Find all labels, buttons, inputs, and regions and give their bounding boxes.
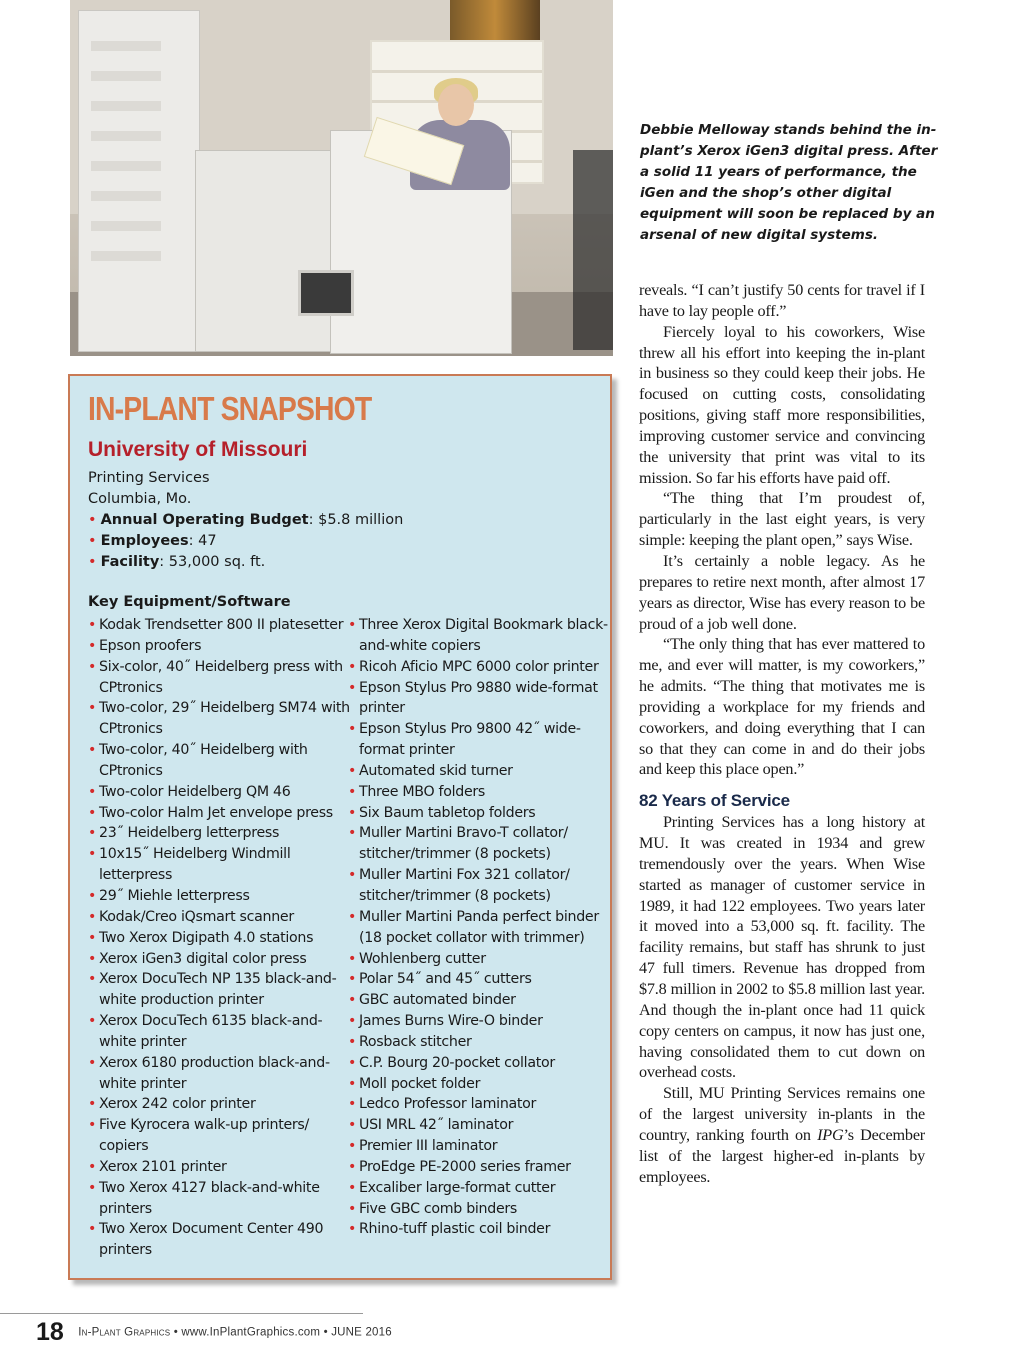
equipment-item: • C.P. Bourg 20-pocket collator [348, 1053, 610, 1074]
snapshot-facility: • Facility: 53,000 sq. ft. [88, 552, 588, 573]
snapshot-budget: • Annual Operating Budget: $5.8 million [88, 510, 588, 531]
article-paragraph: “The thing that I’m proudest of, particularly in the last eight years, is very simple: keeping the plant open,” says Wise. [639, 489, 925, 550]
equipment-item: • 10x15˝ Heidelberg Windmill letterpress [88, 844, 350, 886]
equipment-item: • James Burns Wire-O binder [348, 1011, 610, 1032]
equipment-item: • Five Kyrocera walk-up printers/ copiers [88, 1115, 350, 1157]
equipment-item: • Xerox 6180 production black-and-white printer [88, 1053, 350, 1095]
equipment-item: • Premier III laminator [348, 1136, 610, 1157]
snapshot-facts [88, 468, 588, 573]
equipment-item: • Automated skid turner [348, 761, 610, 782]
snapshot-subtitle: University of Missouri [88, 438, 308, 461]
equipment-item: • Rosback stitcher [348, 1032, 610, 1053]
equipment-item: • Muller Martini Panda perfect binder (18 pocket collator with trimmer) [348, 907, 610, 949]
equipment-item: • Six-color, 40˝ Heidelberg press with CPtronics [88, 657, 350, 699]
equipment-item: • Epson Stylus Pro 9800 42˝ wide-format printer [348, 719, 610, 761]
equipment-item: • Three Xerox Digital Bookmark black-and-white copiers [348, 615, 610, 657]
article-paragraph: reveals. “I can’t justify 50 cents for travel if I have to lay people off.” [639, 281, 925, 320]
equipment-item: • Ricoh Aficio MPC 6000 color printer [348, 657, 610, 678]
equipment-item: • Two Xerox Digipath 4.0 stations [88, 928, 350, 949]
key-equipment-heading: Key Equipment/Software [88, 594, 291, 610]
equipment-item: • USI MRL 42˝ laminator [348, 1115, 610, 1136]
snapshot-title: IN-PLANT SNAPSHOT [88, 390, 372, 427]
equipment-item: • Xerox 242 color printer [88, 1094, 350, 1115]
article-paragraph: Fiercely loyal to his coworkers, Wise threw all his effort into keeping the in-plant in business so they could keep their jobs. He focused on cutting costs, consolidating positions, giving staff more responsibilities, improving customer service and convincing the university that print was vital to its mission. So far his efforts have paid off. [639, 322, 925, 487]
article-paragraph: It’s certainly a noble legacy. As he prepares to retire next month, after almost 17 years as director, Wise has every reason to be proud of a job well done. [639, 551, 925, 633]
equipment-item: • Xerox DocuTech 6135 black-and-white printer [88, 1011, 350, 1053]
equipment-item: • Two-color, 40˝ Heidelberg with CPtronics [88, 740, 350, 782]
magazine-name: In-Plant Graphics [78, 1326, 171, 1339]
equipment-item: • Excaliber large-format cutter [348, 1178, 610, 1199]
equipment-item: • Two Xerox Document Center 490 printers [88, 1219, 350, 1261]
equipment-item: • Kodak/Creo iQsmart scanner [88, 907, 350, 928]
equipment-item: • Xerox iGen3 digital color press [88, 949, 350, 970]
equipment-item: • Three MBO folders [348, 782, 610, 803]
equipment-list-right [348, 615, 610, 1240]
equipment-item: • Two-color Halm Jet envelope press [88, 803, 350, 824]
equipment-item: • 29˝ Miehle letterpress [88, 886, 350, 907]
equipment-item: • Five GBC comb binders [348, 1199, 610, 1220]
equipment-item: • Six Baum tabletop folders [348, 803, 610, 824]
equipment-item: • Epson Stylus Pro 9880 wide-format printer [348, 678, 610, 720]
equipment-item: • Moll pocket folder [348, 1074, 610, 1095]
equipment-item: • Two-color Heidelberg QM 46 [88, 782, 350, 803]
equipment-item: • Xerox 2101 printer [88, 1157, 350, 1178]
equipment-item: • Wohlenberg cutter [348, 949, 610, 970]
snapshot-location: Columbia, Mo. [88, 491, 192, 507]
snapshot-dept: Printing Services [88, 470, 210, 486]
equipment-item: • Two-color, 29˝ Heidelberg SM74 with CPtronics [88, 698, 350, 740]
page-footer [36, 1318, 392, 1347]
equipment-item: • Muller Martini Fox 321 collator/ stitcher/trimmer (8 pockets) [348, 865, 610, 907]
photo-caption: Debbie Melloway stands behind the in-plant’s Xerox iGen3 digital press. After a solid 11 years of performance, the iGen and the shop’s other digital equipment will soon be replaced by an arsenal of new digital systems. [640, 122, 938, 243]
article-paragraph: Printing Services has a long history at MU. It was created in 1934 and grew tremendously over the years. When Wise started as manager of customer service in 1989, it had 122 employees. Two years later it moved into a 53,000 sq. ft. facility. The facility remains, but staff has shrunk to just 47 full timers. Revenue has dropped from $7.8 million in 2002 to $5.8 million last year. And though the in-plant once had 11 quick copy centers on campus, it now has just one, having consolidated them to cut down on overhead costs. [639, 813, 925, 1082]
equipment-item: • Muller Martini Bravo-T collator/ stitcher/trimmer (8 pockets) [348, 823, 610, 865]
in-plant-snapshot-box [68, 374, 612, 1280]
issue-date: JUNE 2016 [331, 1326, 392, 1339]
equipment-list-left [88, 615, 350, 1261]
equipment-item: • 23˝ Heidelberg letterpress [88, 823, 350, 844]
footer-rule [0, 1313, 363, 1314]
footer-line: In-Plant Graphics • www.InPlantGraphics.com • JUNE 2016 [78, 1326, 392, 1339]
equipment-item: • ProEdge PE-2000 series framer [348, 1157, 610, 1178]
equipment-item: • Ledco Professor laminator [348, 1094, 610, 1115]
snapshot-employees: • Employees: 47 [88, 531, 588, 552]
article-paragraph: “The only thing that has ever mattered to me, and ever will matter, is my coworkers,” he admits. “The thing that motivates me is providing a workplace for my friends and coworkers, and doing everything that I can so that they can come in and do their jobs and keep this place open.” [639, 635, 925, 779]
equipment-item: • Polar 54˝ and 45˝ cutters [348, 969, 610, 990]
equipment-item: • Rhino-tuff plastic coil binder [348, 1219, 610, 1240]
magazine-url[interactable]: www.InPlantGraphics.com [181, 1326, 321, 1339]
equipment-item: • GBC automated binder [348, 990, 610, 1011]
equipment-item: • Epson proofers [88, 636, 350, 657]
article-body [639, 280, 925, 1187]
page-number: 18 [36, 1318, 64, 1346]
article-photo [70, 0, 613, 356]
equipment-item: • Kodak Trendsetter 800 II platesetter [88, 615, 350, 636]
equipment-item: • Two Xerox 4127 black-and-white printers [88, 1178, 350, 1220]
article-paragraph: Still, MU Printing Services remains one of the largest university in-plants in the country, ranking fourth on IPG’s December list of the largest higher-ed in-plants by employees. [639, 1084, 925, 1186]
article-subhead: 82 Years of Service [639, 791, 790, 811]
equipment-item: • Xerox DocuTech NP 135 black-and-white production printer [88, 969, 350, 1011]
